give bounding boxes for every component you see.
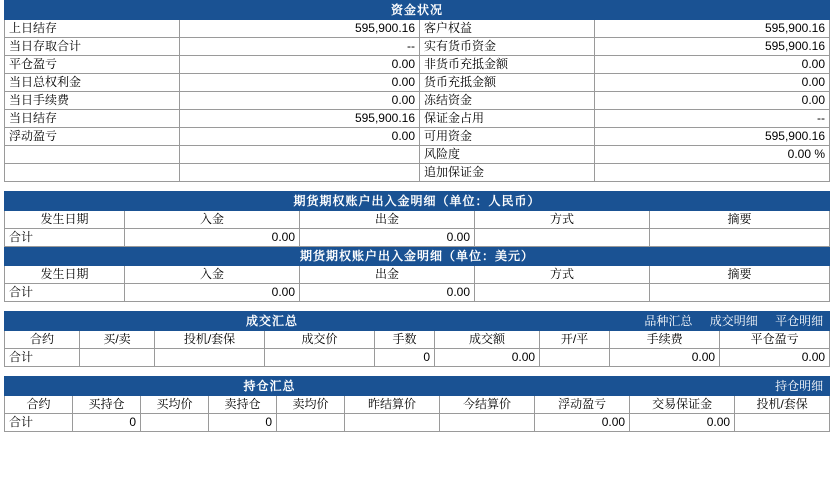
funds-right-value: 595,900.16 — [595, 128, 830, 146]
funds-left-value: 0.00 — [180, 74, 420, 92]
funds-right-label: 实有货币资金 — [420, 38, 595, 56]
spacer — [0, 182, 833, 191]
funds-left-value: 0.00 — [180, 56, 420, 74]
trade-summary-links — [540, 312, 830, 331]
position-summary-table — [4, 376, 830, 432]
funds-table — [4, 0, 830, 182]
table-row — [5, 92, 830, 110]
funds-right-label: 非货币充抵金额 — [420, 56, 595, 74]
total-amount: 0.00 — [435, 349, 540, 367]
column-header: 买均价 — [141, 396, 209, 414]
funds-left-label: 当日存取合计 — [5, 38, 180, 56]
usd-detail-header-row — [5, 266, 830, 284]
funds-right-value: 0.00 — [595, 92, 830, 110]
trade-summary-header-row — [5, 331, 830, 349]
column-header: 买/卖 — [80, 331, 155, 349]
table-row — [5, 38, 830, 56]
table-row — [5, 56, 830, 74]
funds-right-value: 0.00 — [595, 56, 830, 74]
total-out: 0.00 — [300, 284, 475, 302]
funds-left-label: 当日手续费 — [5, 92, 180, 110]
total-label: 合计 — [5, 414, 73, 432]
funds-right-value: 595,900.16 — [595, 38, 830, 56]
position-summary-title-row — [5, 377, 830, 396]
total-way — [475, 229, 650, 247]
column-header: 出金 — [300, 266, 475, 284]
funds-left-value — [180, 164, 420, 182]
table-row — [5, 74, 830, 92]
position-summary-header-row — [5, 396, 830, 414]
column-header: 合约 — [5, 396, 73, 414]
column-header: 合约 — [5, 331, 80, 349]
funds-right-label: 货币充抵金额 — [420, 74, 595, 92]
total-label: 合计 — [5, 284, 125, 302]
funds-right-value: 595,900.16 — [595, 20, 830, 38]
total-label: 合计 — [5, 229, 125, 247]
table-row — [5, 128, 830, 146]
table-row — [5, 146, 830, 164]
funds-left-value: 595,900.16 — [180, 20, 420, 38]
column-header: 昨结算价 — [345, 396, 440, 414]
column-header: 交易保证金 — [630, 396, 735, 414]
total-sell-avg — [277, 414, 345, 432]
funds-right-label: 可用资金 — [420, 128, 595, 146]
link-variety-summary[interactable]: 品种汇总 — [644, 313, 693, 328]
column-header: 投机/套保 — [155, 331, 265, 349]
table-row — [5, 20, 830, 38]
total-float-pl: 0.00 — [535, 414, 630, 432]
funds-left-label — [5, 146, 180, 164]
spacer — [0, 367, 833, 376]
funds-right-value: 0.00 % — [595, 146, 830, 164]
position-summary-links — [535, 377, 830, 396]
trade-summary-table — [4, 311, 830, 367]
column-header: 发生日期 — [5, 211, 125, 229]
total-in: 0.00 — [125, 284, 300, 302]
total-way — [475, 284, 650, 302]
cny-detail-title: 期货期权账户出入金明细（单位：人民币） — [5, 192, 830, 211]
funds-left-value — [180, 146, 420, 164]
column-header: 方式 — [475, 211, 650, 229]
usd-detail-title: 期货期权账户出入金明细（单位：美元） — [5, 247, 830, 266]
column-header: 成交额 — [435, 331, 540, 349]
funds-left-label: 上日结存 — [5, 20, 180, 38]
position-summary-title: 持仓汇总 — [5, 377, 535, 396]
trade-summary-title: 成交汇总 — [5, 312, 540, 331]
cny-detail-title-row — [5, 192, 830, 211]
total-sell-pos: 0 — [209, 414, 277, 432]
column-header: 成交价 — [265, 331, 375, 349]
total-today-settle — [440, 414, 535, 432]
funds-left-value: 0.00 — [180, 92, 420, 110]
total-margin: 0.00 — [630, 414, 735, 432]
cny-detail-header-row — [5, 211, 830, 229]
column-header: 平仓盈亏 — [720, 331, 830, 349]
total-buy-sell — [80, 349, 155, 367]
trade-summary-title-row — [5, 312, 830, 331]
total-prev-settle — [345, 414, 440, 432]
cny-detail-total-row — [5, 229, 830, 247]
funds-left-value: 595,900.16 — [180, 110, 420, 128]
column-header: 浮动盈亏 — [535, 396, 630, 414]
position-summary-total-row — [5, 414, 830, 432]
column-header: 开/平 — [540, 331, 610, 349]
table-row — [5, 110, 830, 128]
funds-title: 资金状况 — [5, 1, 830, 20]
total-close-pl: 0.00 — [720, 349, 830, 367]
column-header: 卖持仓 — [209, 396, 277, 414]
funds-right-value: 0.00 — [595, 74, 830, 92]
total-out: 0.00 — [300, 229, 475, 247]
total-buy-pos: 0 — [73, 414, 141, 432]
funds-left-value: -- — [180, 38, 420, 56]
funds-right-value — [595, 164, 830, 182]
column-header: 入金 — [125, 211, 300, 229]
total-fee: 0.00 — [610, 349, 720, 367]
column-header: 手续费 — [610, 331, 720, 349]
total-buy-avg — [141, 414, 209, 432]
column-header: 今结算价 — [440, 396, 535, 414]
total-label: 合计 — [5, 349, 80, 367]
funds-right-label: 冻结资金 — [420, 92, 595, 110]
total-memo — [650, 284, 830, 302]
trade-summary-total-row — [5, 349, 830, 367]
column-header: 方式 — [475, 266, 650, 284]
funds-left-label: 浮动盈亏 — [5, 128, 180, 146]
funds-right-label: 风险度 — [420, 146, 595, 164]
funds-right-label: 追加保证金 — [420, 164, 595, 182]
total-price — [265, 349, 375, 367]
column-header: 出金 — [300, 211, 475, 229]
total-spec-hedge — [155, 349, 265, 367]
column-header: 买持仓 — [73, 396, 141, 414]
funds-left-label — [5, 164, 180, 182]
column-header: 投机/套保 — [735, 396, 830, 414]
total-memo — [650, 229, 830, 247]
link-close-detail[interactable]: 平仓明细 — [775, 313, 824, 328]
funds-right-value: -- — [595, 110, 830, 128]
funds-right-label: 客户权益 — [420, 20, 595, 38]
funds-left-label: 当日总权利金 — [5, 74, 180, 92]
funds-left-label: 平仓盈亏 — [5, 56, 180, 74]
link-trade-detail[interactable]: 成交明细 — [709, 313, 758, 328]
total-spec-hedge — [735, 414, 830, 432]
funds-title-row — [5, 1, 830, 20]
funds-left-label: 当日结存 — [5, 110, 180, 128]
table-row — [5, 164, 830, 182]
spacer — [0, 302, 833, 311]
column-header: 发生日期 — [5, 266, 125, 284]
column-header: 摘要 — [650, 211, 830, 229]
cash-detail-table — [4, 191, 830, 302]
total-in: 0.00 — [125, 229, 300, 247]
column-header: 卖均价 — [277, 396, 345, 414]
column-header: 手数 — [375, 331, 435, 349]
funds-left-value: 0.00 — [180, 128, 420, 146]
usd-detail-title-row — [5, 247, 830, 266]
total-lots: 0 — [375, 349, 435, 367]
usd-detail-total-row — [5, 284, 830, 302]
column-header: 摘要 — [650, 266, 830, 284]
funds-right-label: 保证金占用 — [420, 110, 595, 128]
column-header: 入金 — [125, 266, 300, 284]
link-position-detail[interactable]: 持仓明细 — [775, 378, 824, 393]
total-open-close — [540, 349, 610, 367]
